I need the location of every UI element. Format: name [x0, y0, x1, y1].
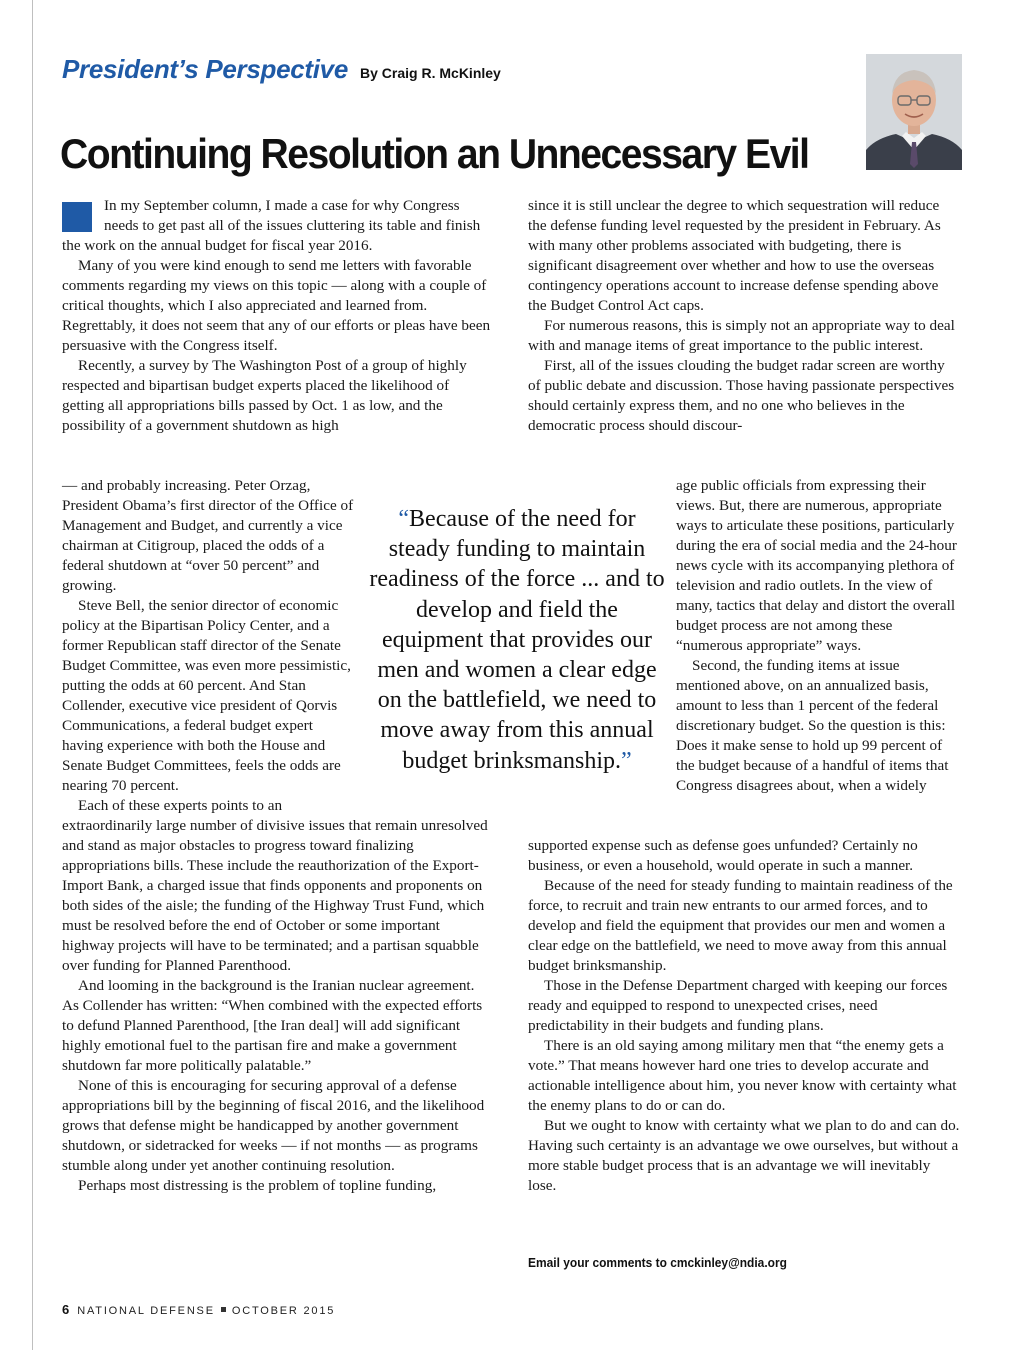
page-number: 6	[62, 1302, 70, 1317]
page-footer	[62, 1302, 335, 1317]
paragraph: None of this is encouraging for securing approval of a defense appropriations bill by the beginning of fiscal 2016, and the likelihood grows that defense might be handicapped by another government shutdown, or sidetracked for weeks — if not months — as programs stumble along under yet another continuing resolution.	[62, 1077, 485, 1174]
paragraph: Second, the funding items at issue mentioned above, on an annualized basis, amount to less than 1 percent of the federal discretionary budget. So the question is this: Does it make sense to hold up 99 percent of the budget because of a handful of items that Congress disagrees about, when a widely	[676, 657, 949, 794]
blue-square-dropcap-icon	[62, 202, 92, 232]
square-separator-icon	[221, 1307, 226, 1312]
section-title: President’s Perspective	[62, 54, 349, 84]
paragraph: Perhaps most distressing is the problem of topline funding,	[78, 1177, 437, 1194]
column-left-bottom	[62, 816, 494, 1196]
paragraph: But we ought to know with certainty what we plan to do and can do. Having such certainty is an advantage we owe ourselves, but without a more stable budget process that is an advantage we will inevitably lose.	[528, 1117, 960, 1194]
paragraph: Because of the need for steady funding to maintain readiness of the force, to recruit and train new entrants to our armed forces, and to develop and field the equipment that provides our men and women a clear edge on the battlefield, we need to move away from this annual budget brinksmanship.	[528, 877, 953, 974]
email-comments-line: Email your comments to cmckinley@ndia.org	[528, 1255, 787, 1270]
paragraph: since it is still unclear the degree to which sequestration will reduce the defense funding level requested by the president in February. As with many other problems associated with budgeting, there is significant disagreement over whether and how to use the overseas contingency operations account to increase defense spending above the Budget Control Act caps.	[528, 197, 941, 314]
pull-quote	[366, 504, 668, 776]
author-photo	[866, 54, 962, 170]
column-left-narrow	[62, 476, 354, 816]
byline: By Craig R. McKinley	[360, 65, 501, 81]
paragraph: In my September column, I made a case for why Congress needs to get past all of the issues cluttering its table and finish the work on the annual budget for fiscal year 2016.	[62, 197, 481, 254]
paragraph: And looming in the background is the Iranian nuclear agreement. As Collender has written: “When combined with the expected efforts to defund Planned Parenthood, [the Iran deal] will add significant highly emotional fuel to the partisan fire and make a government shutdown far more politically palatable.”	[62, 977, 483, 1074]
column-right-top	[528, 196, 960, 436]
open-quote-mark: “	[398, 506, 410, 532]
paragraph: Steve Bell, the senior director of economic policy at the Bipartisan Policy Center, and a former Republican staff director of the Senate Budget Committee, was even more pessimistic, putting the odds at 60 percent. And Stan Collender, executive vice president of Qorvis Communications, a federal budget expert having experience with both the House and Senate Budget Committees, feels the odds are nearing 70 percent.	[62, 597, 351, 794]
author-portrait-icon	[866, 54, 962, 170]
paragraph: First, all of the issues clouding the budget radar screen are worthy of public debate and discussion. Those having passionate perspectives should certainly express them, and no one who believes in the democratic process should discour-	[528, 357, 955, 434]
paragraph: Each of these experts points to an	[78, 797, 283, 814]
column-left-top	[62, 196, 494, 436]
pull-quote-text: Because of the need for steady funding to maintain readiness of the force ... and to develop and field the equipment that provides our men and women a clear edge on the battlefield, we need to move away from this annual budget brinksmanship.	[369, 506, 665, 774]
issue-date: OCTOBER 2015	[231, 1305, 336, 1317]
page-margin-rule	[32, 0, 33, 1350]
column-kicker	[62, 54, 501, 85]
paragraph: — and probably increasing. Peter Orzag, President Obama’s first director of the Office of Management and Budget, and currently a vice chairman at Citigroup, placed the odds of a federal shutdown at “over 50 percent” and growing.	[62, 477, 354, 594]
close-quote-mark: ”	[621, 747, 632, 774]
paragraph: Many of you were kind enough to send me letters with favorable comments regarding my views on this topic — along with a couple of critical thoughts, which I also appreciated and learned from. Regrettably, it does not seem that any of our efforts or pleas have been persuasive with the Congress itself.	[62, 257, 491, 354]
paragraph: Recently, a survey by The Washington Post of a group of highly respected and bipartisan budget experts placed the likelihood of getting all appropriations bills passed by Oct. 1 as low, and the possibility of a government shutdown as high	[62, 357, 467, 434]
paragraph: For numerous reasons, this is simply not an appropriate way to deal with and manage items of great importance to the public interest.	[528, 317, 955, 354]
article-headline: Continuing Resolution an Unnecessary Evil	[60, 130, 809, 177]
paragraph: extraordinarily large number of divisive issues that remain unresolved and stand as major obstacles to progress toward finalizing appropriations bills. These include the reauthorization of the Export-Import Bank, a charged issue that finds opponents and proponents on both sides of the aisle; the funding of the Highway Trust Fund, which must be resolved before the end of October or some important highway projects will have to be terminated; and a partisan squabble over funding for Planned Parenthood.	[62, 817, 488, 974]
paragraph: age public officials from expressing their views. But, there are numerous, appropriate ways to articulate these positions, particularly during the era of social media and the 24-hour news cycle with its accompanying plethora of television and radio outlets. In the view of many, tactics that delay and distort the overall budget process are not among these “numerous appropriate” ways.	[676, 477, 957, 654]
publication-name: NATIONAL DEFENSE	[77, 1305, 215, 1317]
paragraph: There is an old saying among military men that “the enemy gets a vote.” That means however hard one tries to develop accurate and actionable intelligence about him, you never know with certainty what the enemy plans to do or can do.	[528, 1037, 957, 1114]
column-right-bottom	[528, 836, 960, 1196]
column-right-narrow	[676, 476, 962, 796]
paragraph: supported expense such as defense goes unfunded? Certainly no business, or even a household, would operate in such a manner.	[528, 837, 918, 874]
paragraph: Those in the Defense Department charged with keeping our forces ready and equipped to respond to unexpected crises, need predictability in their budgets and funding plans.	[528, 977, 948, 1034]
